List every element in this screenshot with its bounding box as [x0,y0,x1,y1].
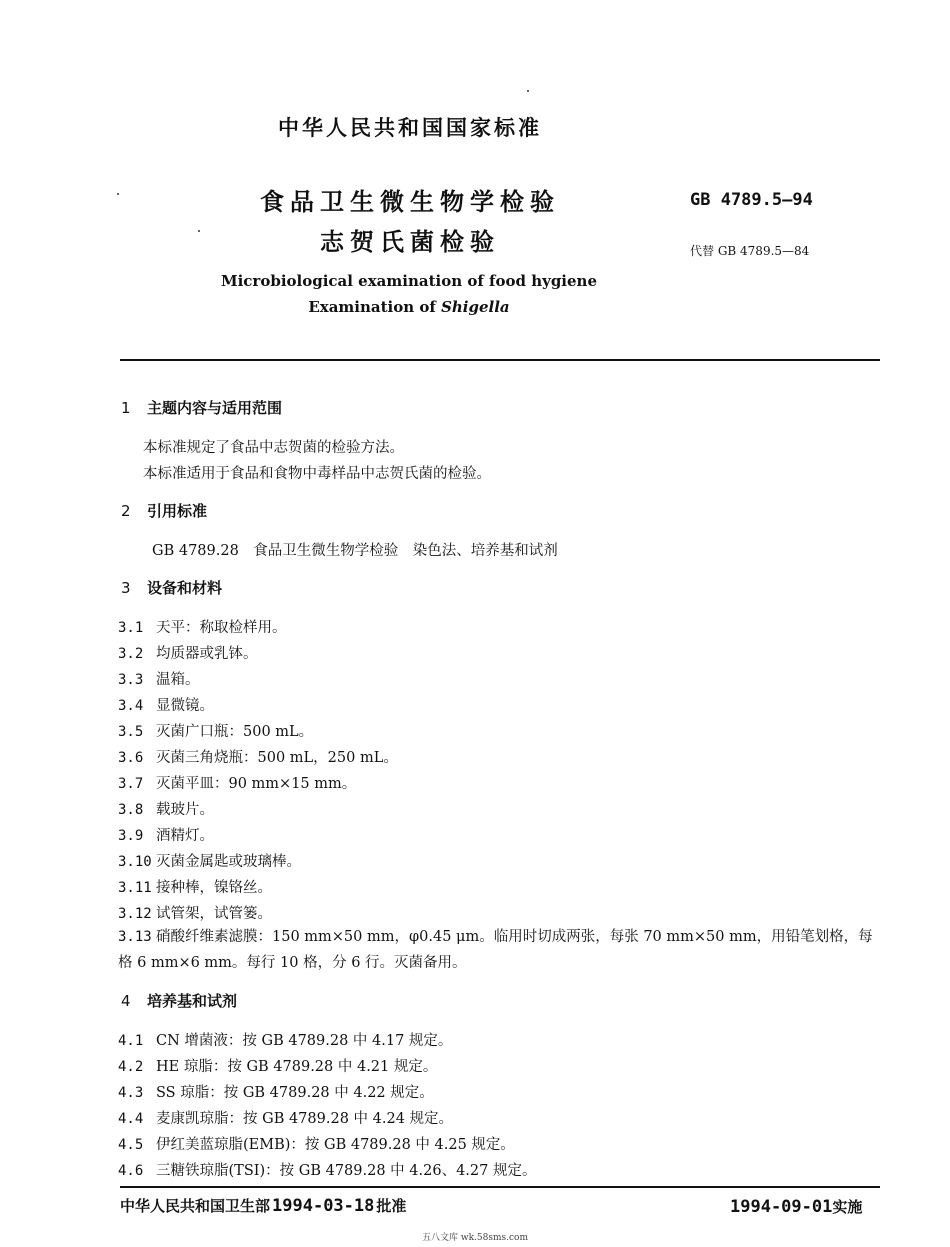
item-text: 天平：称取检样用。 [156,620,287,636]
title-line-2: 志贺氏菌检验 [320,228,500,256]
item-text: 灭菌广口瓶：500 mL。 [156,724,314,740]
item-number: 3.11 [118,880,152,896]
item-text: HE 琼脂：按 GB 4789.28 中 4.21 规定。 [156,1059,438,1075]
header-divider [120,359,880,361]
list-item [118,1029,452,1050]
section-2-heading [121,500,207,521]
list-item [118,850,301,871]
section-1-paragraph: 本标准适用于食品和食物中毒样品中志贺氏菌的检验。 [143,466,491,482]
item-text: 载玻片。 [156,802,214,818]
item-number: 4.5 [118,1137,144,1153]
list-item [118,902,272,923]
item-number: 3.12 [118,906,152,922]
list-item [118,1055,437,1076]
item-number: 3.9 [118,828,144,844]
english-title-genus: Shigella [441,298,510,316]
referenced-standard: GB 4789.28 食品卫生微生物学检验 染色法、培养基和试剂 [152,543,558,559]
item-number: 3.6 [118,750,144,766]
approval-line [120,1195,406,1216]
item-number: 3.13 [118,929,152,945]
section-title: 设备和材料 [147,579,223,597]
section-number: 2 [121,502,131,520]
item-number: 4.2 [118,1059,144,1075]
section-1-heading [121,397,282,418]
list-item [118,642,258,663]
item-number: 3.5 [118,724,144,740]
list-item [118,1107,453,1128]
item-number: 3.3 [118,672,144,688]
section-title: 主题内容与适用范围 [147,399,283,417]
list-item [118,1081,434,1102]
list-item [118,1159,536,1180]
english-title-line-1: Microbiological examination of food hygiene [220,272,597,290]
list-item [118,746,398,767]
item-text: 试管架，试管篓。 [156,906,272,922]
item-number: 4.6 [118,1163,144,1179]
section-3-heading [121,577,222,598]
list-item-wrapped [118,924,883,976]
list-item [118,876,272,897]
national-standard-heading: 中华人民共和国国家标准 [278,116,542,140]
list-item [118,616,287,637]
item-text: 均质器或乳钵。 [156,646,258,662]
item-text: 三糖铁琼脂(TSI)：按 GB 4789.28 中 4.26、4.27 规定。 [156,1163,537,1179]
section-number: 1 [121,399,131,417]
approval-date: 1994-03-18 [272,1196,375,1216]
effective-label: 实施 [832,1198,863,1216]
item-number: 3.2 [118,646,144,662]
scan-speck [527,90,529,92]
list-item [118,1133,515,1154]
effective-line [730,1196,862,1217]
approval-authority: 中华人民共和国卫生部 [120,1197,271,1215]
footer-divider [120,1186,880,1188]
title-line-1: 食品卫生微生物学检验 [260,188,560,216]
item-number: 3.4 [118,698,144,714]
item-text: 伊红美蓝琼脂(EMB)：按 GB 4789.28 中 4.25 规定。 [156,1137,515,1153]
effective-date: 1994-09-01 [730,1197,833,1217]
item-number: 4.1 [118,1033,144,1049]
item-text: SS 琼脂：按 GB 4789.28 中 4.22 规定。 [156,1085,434,1101]
replaces-standard: 代替 GB 4789.5—84 [690,244,810,258]
english-title-prefix: Examination of [308,298,442,316]
english-title-line-2 [0,298,818,316]
list-item [118,772,356,793]
item-text: 麦康凯琼脂：按 GB 4789.28 中 4.24 规定。 [156,1111,454,1127]
list-item [118,668,200,689]
section-number: 4 [121,992,131,1010]
section-title: 引用标准 [147,502,208,520]
list-item [118,798,214,819]
item-number: 4.3 [118,1085,144,1101]
item-number: 3.8 [118,802,144,818]
section-1-paragraph: 本标准规定了食品中志贺菌的检验方法。 [143,440,404,456]
item-number: 3.7 [118,776,144,792]
item-text: 温箱。 [156,672,200,688]
section-title: 培养基和试剂 [147,992,238,1010]
section-number: 3 [121,579,131,597]
site-watermark: 五八文库 wk.58sms.com [422,1233,528,1243]
item-text: 硝酸纤维素滤膜：150 mm×50 mm，φ0.45 μm。临用时切成两张，每张 70 mm×50 mm，用铅笔划格，每格 6 mm×6 mm。每行 10 格，分 6 行。灭菌备用。 [118,929,873,971]
list-item [118,824,214,845]
item-text: 灭菌金属匙或玻璃棒。 [156,854,301,870]
approval-label: 批准 [376,1197,407,1215]
item-text: 酒精灯。 [156,828,214,844]
standard-code: GB 4789.5—94 [690,190,813,210]
list-item [118,694,214,715]
item-text: CN 增菌液：按 GB 4789.28 中 4.17 规定。 [156,1033,453,1049]
item-text: 灭菌平皿：90 mm×15 mm。 [156,776,357,792]
item-text: 接种棒，镍铬丝。 [156,880,272,896]
item-text: 灭菌三角烧瓶：500 mL，250 mL。 [156,750,398,766]
list-item [118,720,313,741]
item-text: 显微镜。 [156,698,214,714]
item-number: 3.1 [118,620,144,636]
item-number: 4.4 [118,1111,144,1127]
item-number: 3.10 [118,854,152,870]
section-4-heading [121,990,237,1011]
